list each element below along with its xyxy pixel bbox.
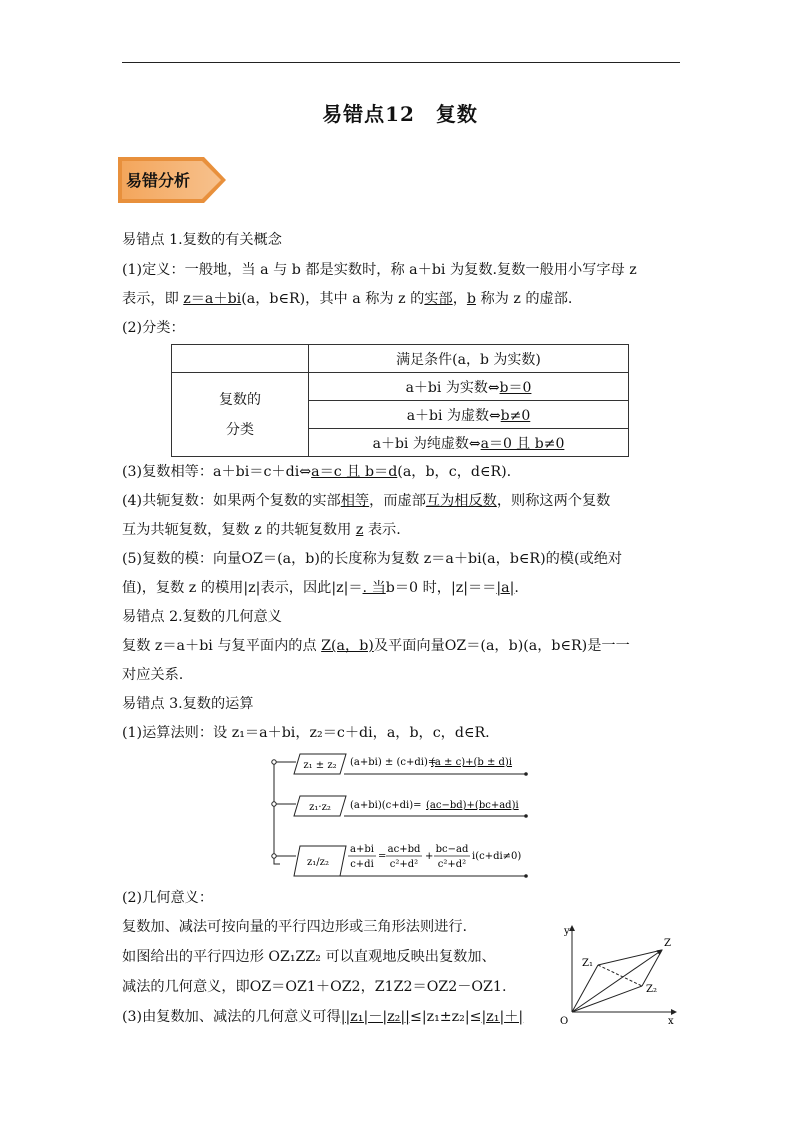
classification-table: [171, 344, 629, 457]
heading-3: 易错点 3.复数的运算: [122, 696, 254, 712]
flow-num-1: ac+bd: [387, 844, 421, 855]
table-header: 满足条件(a，b 为实数): [309, 345, 629, 373]
svg-text:=: =: [378, 851, 387, 862]
table-cell: a＋bi 为虚数⇔b≠0: [309, 401, 629, 429]
fig-z-label: Z: [664, 938, 671, 949]
fig-origin-label: O: [560, 1016, 569, 1027]
fig-y-label: y: [564, 926, 570, 937]
inequality-line: (3)由复数加、减法的几何意义可得||z₁|－|z₂||≤|z₁±z₂|≤|z₁|＋|: [122, 1009, 524, 1025]
flow-box-sum: z₁ ± z₂: [303, 760, 337, 771]
geometric-meaning-line-3: 减法的几何意义，即OZ＝OZ1＋OZ2，Z1Z2＝OZ2－OZ1.: [122, 979, 507, 995]
geometric-meaning-label: (2)几何意义：: [122, 890, 214, 906]
operations-flowchart: [268, 752, 530, 882]
flow-lhs-den: c+di: [350, 859, 374, 870]
parallelogram-figure: [552, 920, 682, 1030]
flow-box-quotient: z₁/z₂: [307, 857, 329, 868]
page-title: 易错点12 复数: [322, 102, 478, 126]
geometric-meaning-line-2: 如图给出的平行四边形 OZ₁ZZ₂ 可以直观地反映出复数加、: [122, 949, 496, 965]
banner-label: 易错分析: [126, 171, 191, 190]
conjugate-line-1: (4)共轭复数：如果两个复数的实部相等，而虚部互为相反数，则称这两个复数: [122, 493, 611, 509]
flow-den-2: c²+d²: [437, 859, 467, 870]
flow-tail: i(c+di≠0): [472, 851, 522, 862]
geometric-meaning-line-1: 复数加、减法可按向量的平行四边形或三角形法则进行.: [122, 919, 468, 935]
flow-den-1: c²+d²: [389, 859, 419, 870]
heading-1: 易错点 1.复数的有关概念: [122, 232, 282, 248]
fig-x-label: x: [668, 1016, 674, 1027]
flow-formula-2b: (ac−bd)+(bc+ad)i: [426, 800, 519, 811]
flow-box-product: z₁·z₂: [309, 802, 331, 813]
flow-formula-1a: (a+bi) ± (c+di)=: [350, 757, 437, 768]
flow-num-2: bc−ad: [435, 844, 469, 855]
equality-line: (3)复数相等：a＋bi＝c＋di⇔a＝c 且 b＝d(a，b，c，d∈R).: [122, 464, 512, 480]
svg-text:+: +: [425, 851, 434, 862]
fig-z2-label: Z₂: [646, 984, 657, 995]
definition-line-2: 表示，即 z＝a＋bi(a，b∈R)，其中 a 称为 z 的实部，b 称为 z 的虚部.: [122, 291, 573, 307]
table-row: [172, 373, 629, 401]
modulus-line-1: (5)复数的模：向量OZ＝(a，b)的长度称为复数 z＝a＋bi(a，b∈R)的模(或绝对: [122, 551, 623, 567]
geometric-line-2: 对应关系.: [122, 667, 184, 683]
conjugate-line-2: 互为共轭复数，复数 z 的共轭复数用 z 表示.: [122, 522, 401, 538]
classification-label: (2)分类：: [122, 320, 185, 336]
flow-formula-2a: (a+bi)(c+di)=: [350, 800, 422, 811]
table-cell: a＋bi 为纯虚数⇔a＝0 且 b≠0: [309, 429, 629, 457]
table-cell: a＋bi 为实数⇔b＝0: [309, 373, 629, 401]
operation-rule-line: (1)运算法则：设 z₁＝a＋bi，z₂＝c＋di，a，b，c，d∈R.: [122, 725, 490, 741]
geometric-line-1: 复数 z＝a＋bi 与复平面内的点 Z(a，b)及平面向量OZ＝(a，b)(a，b∈R)是一一: [122, 638, 630, 654]
modulus-line-2: 值)，复数 z 的模用|z|表示，因此|z|＝. 当b＝0 时，|z|＝＝|a|.: [122, 580, 519, 596]
flow-lhs-num: a+bi: [350, 844, 374, 855]
table-left-cell: 复数的 分类: [172, 373, 309, 457]
heading-2: 易错点 2.复数的几何意义: [122, 609, 282, 625]
flow-formula-1b: (a ± c)+(b ± d)i: [431, 757, 513, 768]
definition-line-1: (1)定义：一般地，当 a 与 b 都是实数时，称 a＋bi 为复数.复数一般用小写字母 z: [122, 262, 637, 278]
section-banner: [118, 157, 226, 203]
fig-z1-label: Z₁: [582, 958, 593, 969]
table-row: [172, 345, 629, 373]
top-rule: [122, 62, 680, 63]
